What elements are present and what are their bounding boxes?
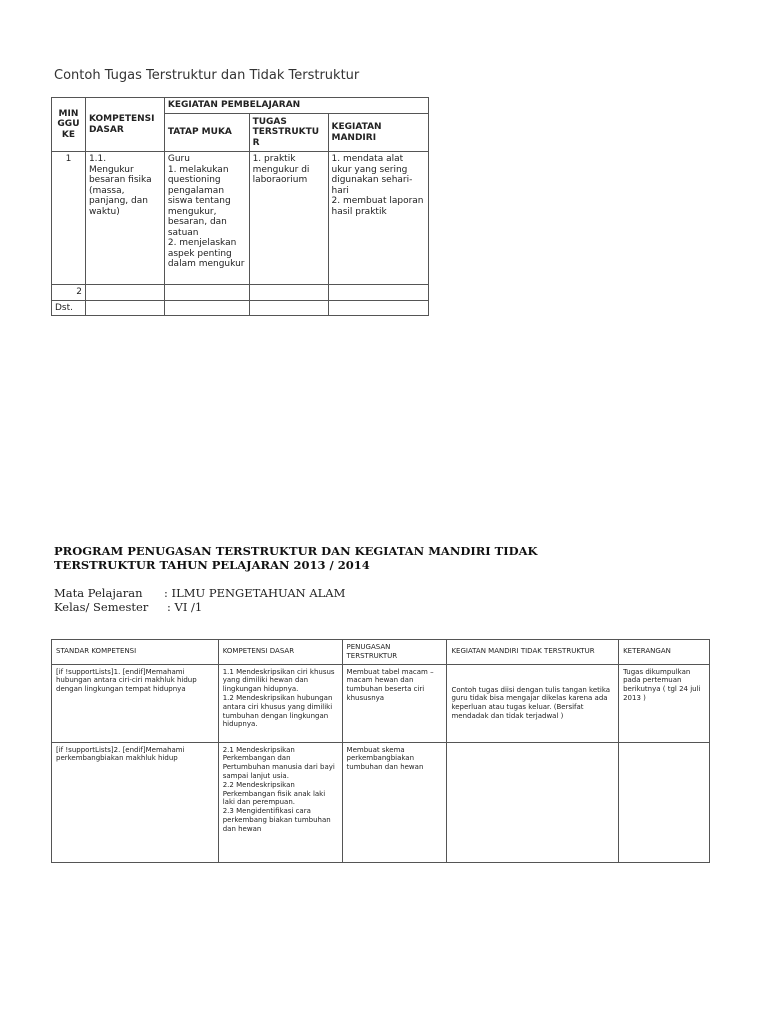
program-table bbox=[51, 639, 710, 863]
cell-keterangan bbox=[619, 742, 710, 862]
cell-minggu: 2 bbox=[52, 285, 86, 301]
header-kegiatan: KEGIATAN PEMBELAJARAN bbox=[164, 98, 428, 114]
cell-tatap-muka: Guru 1. melakukan questioning pengalaman siswa tentang mengukur, besaran, dan satuan 2. menjelaskan aspek penting dalam mengukur bbox=[164, 152, 249, 285]
cell-kompetensi bbox=[85, 285, 164, 301]
mapel-label: Mata Pelajaran bbox=[54, 586, 143, 600]
header-penugasan: PENUGASAN TERSTRUKTUR bbox=[342, 640, 447, 665]
table-row bbox=[52, 742, 710, 862]
cell-penugasan: Membuat skema perkembangbiakan tumbuhan dan hewan bbox=[342, 742, 447, 862]
cell-standar-kompetensi: [if !supportLists]1. [endif]Memahami hubungan antara ciri-ciri makhluk hidup dengan lingkungan tempat hidupnya bbox=[52, 664, 219, 742]
header-kegiatan-mandiri: KEGIATAN MANDIRI TIDAK TERSTRUKTUR bbox=[447, 640, 619, 665]
cell-kompetensi-dasar: 2.1 Mendeskripsikan Perkembangan dan Pertumbuhan manusia dari bayi sampai lanjut usia. 2.2 Mendeskripsikan Perkembangan fisik anak laki laki dan perempuan. 2.3 Mengidentifikasi cara perkembang biakan tumbuhan dan hewan bbox=[218, 742, 342, 862]
header-tatap-muka: TATAP MUKA bbox=[164, 114, 249, 152]
cell-kompetensi: 1.1. Mengukur besaran fisika (massa, panjang, dan waktu) bbox=[85, 152, 164, 285]
table-row bbox=[52, 285, 429, 301]
kelas-label: Kelas/ Semester bbox=[54, 600, 149, 614]
header-minggu: MIN GGU KE bbox=[52, 98, 86, 152]
cell-tatap-muka bbox=[164, 300, 249, 316]
doc2-title: PROGRAM PENUGASAN TERSTRUKTUR DAN KEGIATAN MANDIRI TIDAK TERSTRUKTUR TAHUN PELAJARAN 2013 / 2014 bbox=[54, 544, 538, 572]
cell-kompetensi-dasar: 1.1 Mendeskripsikan ciri khusus yang dimiliki hewan dan lingkungan hidupnya. 1.2 Mendeskripsikan hubungan antara ciri khusus yang dimiliki tumbuhan dengan lingkungan hidupnya. bbox=[218, 664, 342, 742]
cell-minggu: 1 bbox=[52, 152, 86, 285]
cell-tugas: 1. praktik mengukur di laboraorium bbox=[249, 152, 328, 285]
cell-tugas bbox=[249, 300, 328, 316]
header-standar-kompetensi: STANDAR KOMPETENSI bbox=[52, 640, 219, 665]
cell-kompetensi bbox=[85, 300, 164, 316]
table-row bbox=[52, 152, 429, 285]
header-kompetensi-dasar: KOMPETENSI DASAR bbox=[218, 640, 342, 665]
cell-kegiatan-mandiri bbox=[447, 742, 619, 862]
cell-standar-kompetensi: [if !supportLists]2. [endif]Memahami perkembangbiakan makhluk hidup bbox=[52, 742, 219, 862]
kelas-value: : VI /1 bbox=[167, 600, 203, 614]
header-mandiri: KEGIATAN MANDIRI bbox=[328, 114, 429, 152]
table-row bbox=[52, 300, 429, 316]
doc1-title: Contoh Tugas Terstruktur dan Tidak Terstruktur bbox=[54, 68, 360, 83]
cell-tatap-muka bbox=[164, 285, 249, 301]
cell-penugasan: Membuat tabel macam – macam hewan dan tumbuhan beserta ciri khususnya bbox=[342, 664, 447, 742]
cell-kegiatan-mandiri: Contoh tugas diisi dengan tulis tangan ketika guru tidak bisa mengajar dikelas karena ada keperluan atau tugas keluar. (Bersifat mendadak dan tidak terjadwal ) bbox=[447, 664, 619, 742]
cell-tugas bbox=[249, 285, 328, 301]
header-keterangan: KETERANGAN bbox=[619, 640, 710, 665]
cell-mandiri: 1. mendata alat ukur yang sering digunakan sehari-hari 2. membuat laporan hasil praktik bbox=[328, 152, 429, 285]
cell-keterangan: Tugas dikumpulkan pada pertemuan berikutnya ( tgl 24 juli 2013 ) bbox=[619, 664, 710, 742]
cell-mandiri bbox=[328, 300, 429, 316]
header-tugas: TUGAS TERSTRUKTU R bbox=[249, 114, 328, 152]
table-row bbox=[52, 664, 710, 742]
cell-mandiri bbox=[328, 285, 429, 301]
header-kompetensi: KOMPETENSI DASAR bbox=[85, 98, 164, 152]
weekly-activity-table bbox=[51, 97, 429, 316]
mapel-value: : ILMU PENGETAHUAN ALAM bbox=[164, 586, 346, 600]
cell-minggu: Dst. bbox=[52, 300, 86, 316]
